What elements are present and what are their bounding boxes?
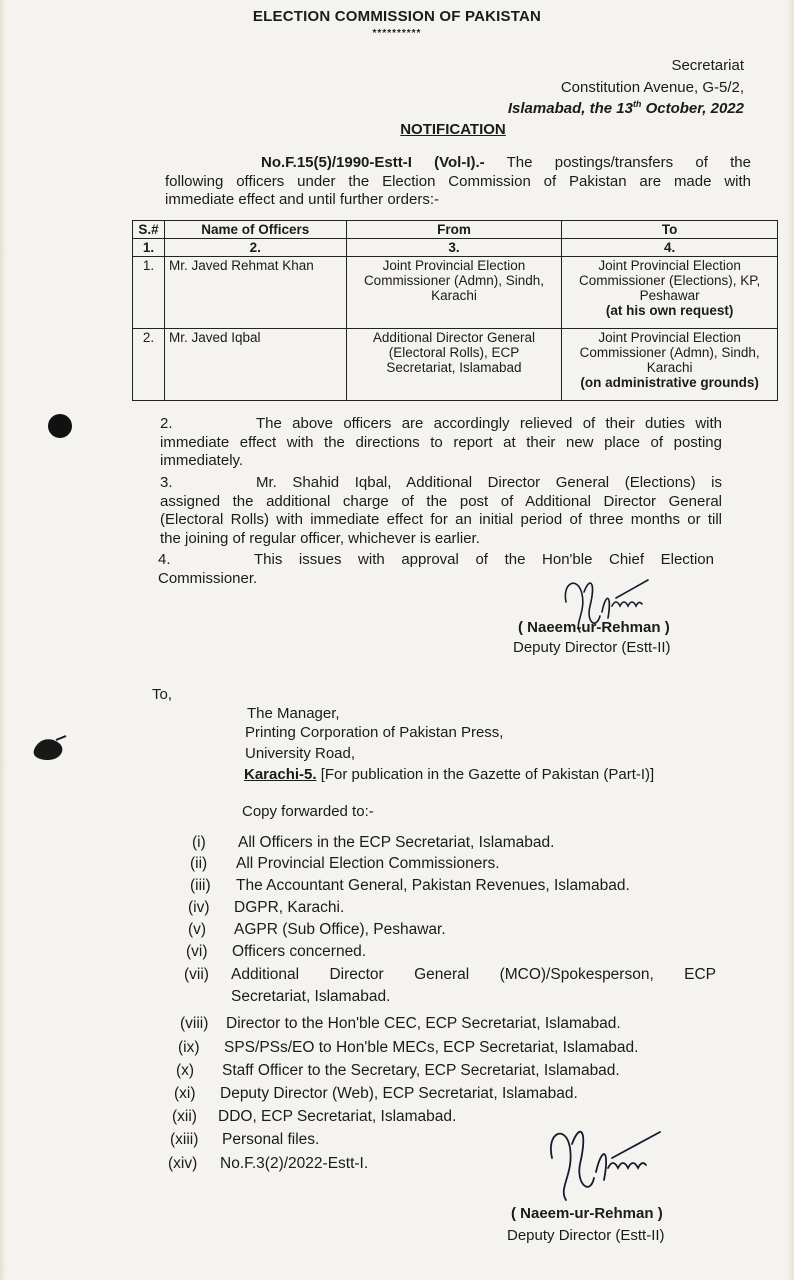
address-line-1: Secretariat bbox=[671, 57, 744, 74]
list-item: (x) Staff Officer to the Secretary, ECP Secretariat, Islamabad. bbox=[176, 1062, 620, 1079]
punch-hole-mark bbox=[48, 414, 72, 438]
row-note: (on administrative grounds) bbox=[580, 375, 759, 390]
paper-edge-right bbox=[786, 0, 794, 1280]
notification-title: NOTIFICATION bbox=[400, 121, 506, 138]
signatory-name-1: ( Naeem-ur-Rehman ) bbox=[518, 619, 670, 636]
officers-table bbox=[132, 220, 778, 401]
list-item: (iv) DGPR, Karachi. bbox=[188, 899, 345, 916]
organization-title: ELECTION COMMISSION OF PAKISTAN bbox=[252, 8, 542, 25]
list-item: (viii) Director to the Hon'ble CEC, ECP Secretariat, Islamabad. bbox=[180, 1015, 621, 1032]
list-item: (xi) Deputy Director (Web), ECP Secretariat, Islamabad. bbox=[174, 1085, 578, 1102]
signatory-name-2: ( Naeem-ur-Rehman ) bbox=[511, 1205, 663, 1222]
list-item: (xiii) Personal files. bbox=[170, 1131, 320, 1148]
recipient-line-3: University Road, bbox=[245, 745, 356, 762]
recipient-line-4: Karachi-5. [For publication in the Gazette of Pakistan (Part-I)] bbox=[244, 766, 655, 783]
table-number-row: 1. 2. 3. 4. bbox=[133, 239, 778, 257]
signatory-designation-1: Deputy Director (Estt-II) bbox=[513, 639, 671, 656]
table-row bbox=[133, 257, 778, 329]
paragraph-4: 4. This issues with approval of the Hon'ble Chief Election Commissioner. bbox=[158, 551, 714, 587]
title-stars: ********** bbox=[372, 28, 422, 39]
paper-edge-left bbox=[0, 0, 6, 1280]
header-name: Name of Officers bbox=[164, 221, 346, 239]
signature-mark-icon bbox=[538, 1118, 668, 1213]
copy-forwarded-label: Copy forwarded to:- bbox=[242, 803, 374, 820]
intro-paragraph: No.F.15(5)/1990-Estt-I (Vol-I).- The postings/transfers of the following officers under the Election Commission of Pakistan are made with immediate effect and until further orders:- bbox=[165, 154, 751, 208]
row-from: Additional Director General (Electoral Rolls), ECP Secretariat, Islamabad bbox=[346, 329, 562, 401]
header-from: From bbox=[346, 221, 562, 239]
list-item: (ii) All Provincial Election Commissioners. bbox=[190, 855, 500, 872]
row-from: Joint Provincial Election Commissioner (Admn), Sindh, Karachi bbox=[346, 257, 562, 329]
notification-ref: No.F.15(5)/1990-Estt-I (Vol-I).- bbox=[261, 154, 485, 171]
list-item: (iii) The Accountant General, Pakistan Revenues, Islamabad. bbox=[190, 877, 630, 894]
recipient-line-2: Printing Corporation of Pakistan Press, bbox=[245, 724, 504, 741]
header-sn: S.# bbox=[133, 221, 165, 239]
row-officer-name: Mr. Javed Rehmat Khan bbox=[164, 257, 346, 329]
recipient-city: Karachi-5. bbox=[244, 766, 317, 783]
signatory-designation-2: Deputy Director (Estt-II) bbox=[507, 1227, 665, 1244]
row-sn: 2. bbox=[133, 329, 165, 401]
table-header-row bbox=[133, 221, 778, 239]
address-line-2: Constitution Avenue, G-5/2, bbox=[560, 79, 744, 96]
ink-blot-mark bbox=[30, 734, 70, 764]
list-item: (ix) SPS/PSs/EO to Hon'ble MECs, ECP Secretariat, Islamabad. bbox=[178, 1039, 639, 1056]
row-officer-name: Mr. Javed Iqbal bbox=[164, 329, 346, 401]
header-to: To bbox=[562, 221, 778, 239]
row-sn: 1. bbox=[133, 257, 165, 329]
to-label: To, bbox=[152, 686, 173, 703]
list-item: (xii) DDO, ECP Secretariat, Islamabad. bbox=[172, 1108, 457, 1125]
issue-date: Islamabad, the 13th October, 2022 bbox=[507, 99, 744, 117]
paragraph-3: 3. Mr. Shahid Iqbal, Additional Director General (Elections) is assigned the additional charge of the post of Additional Director General (Electoral Rolls) with immediate effect for an initial period of three months or till the joining of regular officer, whichever is earlier. bbox=[160, 474, 722, 547]
list-item: (v) AGPR (Sub Office), Peshawar. bbox=[188, 921, 446, 938]
list-item: (i) All Officers in the ECP Secretariat, Islamabad. bbox=[192, 834, 555, 851]
table-row bbox=[133, 329, 778, 401]
recipient-line-1: The Manager, bbox=[247, 705, 340, 722]
row-note: (at his own request) bbox=[605, 303, 734, 318]
list-item: (vii) Additional Director General (MCO)/Spokesperson, ECP Secretariat, Islamabad. bbox=[184, 966, 716, 1005]
list-item: (vi) Officers concerned. bbox=[186, 943, 367, 960]
paragraph-2: 2. The above officers are accordingly relieved of their duties with immediate effect with the directions to report at their new place of posting immediately. bbox=[160, 415, 722, 469]
row-to: Joint Provincial Election Commissioner (Elections), KP, Peshawar (at his own request) bbox=[562, 257, 778, 329]
list-item: (xiv) No.F.3(2)/2022-Estt-I. bbox=[168, 1155, 369, 1172]
row-to: Joint Provincial Election Commissioner (Admn), Sindh, Karachi (on administrative grounds) bbox=[562, 329, 778, 401]
